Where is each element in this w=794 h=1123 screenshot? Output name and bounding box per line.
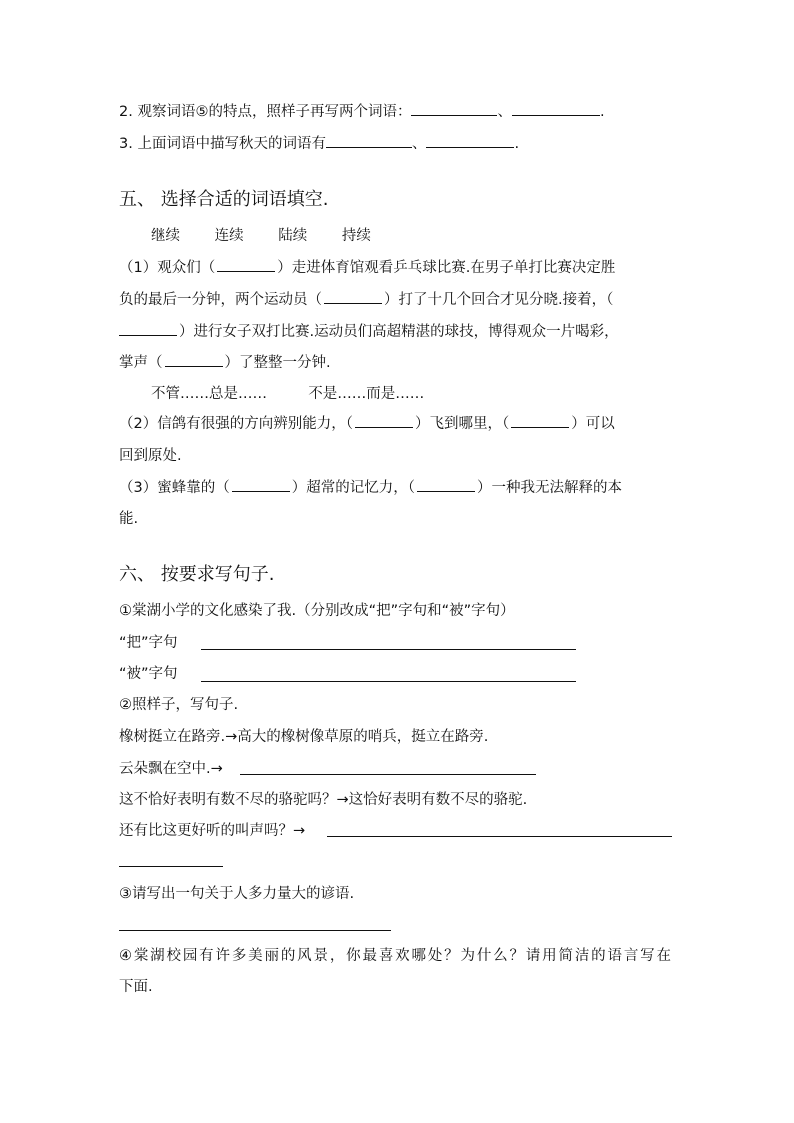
word-choice: 连续 — [214, 228, 244, 244]
sentence-task-4-line-2: 下面. — [119, 979, 153, 995]
bei-sentence-answer-line[interactable] — [201, 681, 576, 682]
word-choice: 继续 — [151, 228, 180, 244]
proverb-answer-line[interactable] — [119, 930, 391, 931]
answer-blank[interactable] — [417, 477, 475, 492]
connective-pairs — [151, 383, 424, 405]
sentence-task-1: ①棠湖小学的文化感染了我.（分别改成“把”字句和“被”字句） — [119, 603, 515, 619]
word-choice: 陆续 — [278, 228, 308, 244]
task-sentence-2: 还有比这更好听的叫声吗？→ — [119, 823, 306, 839]
answer-blank[interactable] — [119, 321, 177, 336]
answer-blank[interactable] — [426, 133, 514, 148]
fill-paragraph-3-line-1: （3）蜜蜂靠的（ ）超常的记忆力，（ ）一种我无法解释的本 — [119, 477, 622, 499]
ba-sentence-label: “把”字句 — [119, 635, 178, 651]
task-sentence-2-answer-line-continued[interactable] — [119, 866, 223, 867]
fill-paragraph-2-line-2: 回到原处. — [119, 448, 182, 464]
connective-pair: 不是……而是…… — [308, 386, 425, 402]
answer-blank[interactable] — [324, 289, 382, 304]
task-sentence-1: 云朵飘在空中.→ — [119, 761, 223, 777]
sentence-task-2: ②照样子，写句子. — [119, 697, 239, 713]
answer-blank[interactable] — [326, 133, 412, 148]
connective-pair: 不管……总是…… — [151, 386, 267, 402]
question-2: 2. 观察词语⑤的特点，照样子再写两个词语： 、 . — [119, 101, 605, 123]
section-6-title: 六、 按要求写句子. — [119, 564, 275, 585]
task-sentence-2-answer-line[interactable] — [327, 836, 672, 837]
question-3: 3. 上面词语中描写秋天的词语有 、 . — [119, 133, 519, 155]
answer-blank[interactable] — [355, 413, 413, 428]
answer-blank[interactable] — [232, 477, 290, 492]
fill-paragraph-1-line-1: （1）观众们（ ）走进体育馆观看乒乓球比赛.在男子单打比赛决定胜 — [119, 257, 615, 279]
sentence-task-3: ③请写出一句关于人多力量大的谚语. — [119, 886, 355, 902]
section-5-title: 五、 选择合适的词语填空. — [119, 189, 329, 210]
word-choice: 持续 — [341, 228, 371, 244]
example-sentence-2: 这不恰好表明有数不尽的骆驼吗？→这恰好表明有数不尽的骆驼. — [119, 792, 528, 808]
example-sentence-1: 橡树挺立在路旁.→高大的橡树像草原的哨兵，挺立在路旁. — [119, 729, 489, 745]
fill-paragraph-1-line-2: 负的最后一分钟，两个运动员（ ）打了十几个回合才见分晓.接着，（ — [119, 289, 613, 311]
bei-sentence-label: “被”字句 — [119, 666, 178, 682]
answer-blank[interactable] — [217, 257, 275, 272]
ba-sentence-answer-line[interactable] — [201, 649, 576, 650]
fill-paragraph-2-line-1: （2）信鸽有很强的方向辨别能力，（ ）飞到哪里，（ ）可以 — [119, 413, 615, 435]
fill-paragraph-1-line-3: ）进行女子双打比赛.运动员们高超精湛的球技，博得观众一片喝彩， — [119, 321, 619, 343]
word-choices — [151, 225, 401, 247]
answer-blank[interactable] — [411, 101, 497, 116]
task-sentence-1-answer-line[interactable] — [240, 774, 536, 775]
answer-blank[interactable] — [511, 413, 569, 428]
answer-blank[interactable] — [512, 101, 600, 116]
fill-paragraph-1-line-4: 掌声（ ）了整整一分钟. — [119, 352, 331, 374]
fill-paragraph-3-line-2: 能. — [119, 511, 139, 527]
sentence-task-4-line-1: ④棠湖校园有许多美丽的风景，你最喜欢哪处？为什么？请用简洁的语言写在 — [119, 948, 671, 964]
answer-blank[interactable] — [165, 352, 223, 367]
